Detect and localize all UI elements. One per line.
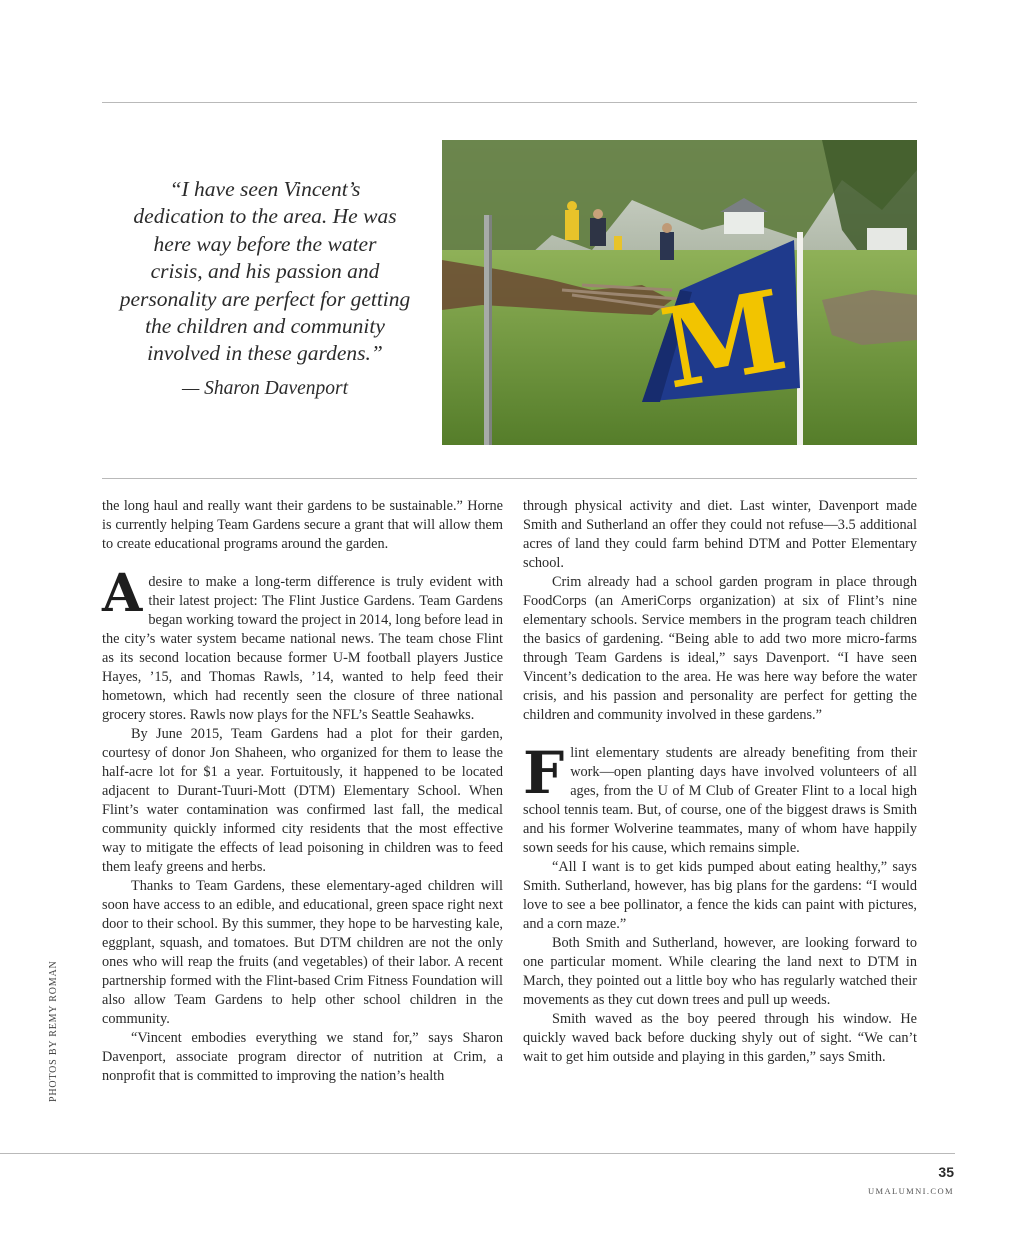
paragraph: Thanks to Team Gardens, these elementary-aged children will soon have access to an edible, and educational, green space right next door to their school. By this summer, they hope to be harvesting kale, eggplant, squash, and tomatoes. But DTM children are not the only ones who will reap the fruits (and vegetables) of their labor. A recent partnership formed with the Flint-based Crim Fitness Foundation will also allow Team Gardens to help other school children in the community. xyxy=(102,878,503,1027)
paragraph: “All I want is to get kids pumped about eating healthy,” says Smith. Sutherland, however, has big plans for the gardens: “I would love to see a bee pollinator, a fence the kids can paint with pictures, and a corn maze.” xyxy=(523,859,917,932)
pull-quote-line: the children and community xyxy=(145,314,385,339)
paragraph: “Vincent embodies everything we stand for,” says Sharon Davenport, associate program director of nutrition at Crim, a nonprofit that is committed to improving the nation’s health xyxy=(102,1030,503,1084)
top-rule xyxy=(102,102,917,103)
paragraph: Smith waved as the boy peered through his window. He quickly waved back before ducking shyly out of sight. “We can’t wait to get him outside and playing in this garden,” says Smith. xyxy=(523,1011,917,1065)
paragraph: through physical activity and diet. Last winter, Davenport made Smith and Sutherland an offer they could not refuse—3.5 additional acres of land they could farm behind DTM and Potter Elementary school. xyxy=(523,498,917,571)
article-column-left xyxy=(102,497,503,1086)
garden-flag-photo xyxy=(442,140,917,445)
dropcap: F xyxy=(523,739,565,807)
paragraph-text: lint elementary students are already benefiting from their work—open planting days have involved volunteers of all ages, from the U of M Club of Greater Flint to a local high school tennis team. But, of course, one of the biggest draws is Smith and his former Wolverine teammates, many of whom have happily sown seeds for his cause, which remains simple. xyxy=(523,745,917,856)
footer-rule xyxy=(0,1153,955,1154)
pull-quote-line: “I have seen Vincent’s xyxy=(169,177,361,201)
flag-letter: M xyxy=(652,265,796,414)
paragraph-text: desire to make a long-term difference is truly evident with their latest project: The Flint Justice Gardens. Team Gardens began working toward the project in 2014, long before lead in the city’s water system became national news. The team chose Flint as its second location because former U-M football players Justice Hayes, ’15, and Thomas Rawls, ’14, wanted to help feed their hometown, which had recently seen the closure of three national grocery stores. Rawls now plays for the NFL’s Seattle Seahawks. xyxy=(102,574,503,723)
footer-website: UMALUMNI.COM xyxy=(868,1186,954,1196)
paragraph: Crim already had a school garden program in place through FoodCorps (an AmeriCorps organization) at six of Flint’s nine elementary schools. Service members in the program teach children the basics of gardening. “Being able to add two more micro-farms through Team Gardens is ideal,” says Davenport. “I have seen Vincent’s dedication to the area. He was here way before the water crisis, and his passion and personality are perfect for getting the children and community involved in these gardens.” xyxy=(523,574,917,723)
photo-house xyxy=(724,210,764,234)
paragraph: Both Smith and Sutherland, however, are looking forward to one particular moment. While clearing the land next to DTM in March, they pointed out a little boy who has regularly watched their movements as they cut down trees and pull up weeds. xyxy=(523,935,917,1008)
dropcap: A xyxy=(102,563,143,624)
pull-quote-line: crisis, and his passion and xyxy=(150,259,380,284)
pull-quote-line: dedication to the area. He was xyxy=(133,204,397,229)
pull-quote-line: personality are perfect for getting xyxy=(119,286,411,311)
paragraph: By June 2015, Team Gardens had a plot for their garden, courtesy of donor Jon Shaheen, who organized for them to lease the half-acre lot for $1 a year. Fortuitously, it happened to be located adjacent to Durant-Tuuri-Mott (DTM) Elementary School. When Flint’s water contamination was confirmed last fall, the medical community quickly informed city residents that the most effective way to mitigate the effects of lead poisoning in children was to feed them leafy greens and herbs. xyxy=(102,726,503,875)
pull-quote-attribution: — Sharon Davenport xyxy=(181,377,349,399)
photo-garden-stake-shadow xyxy=(489,215,492,445)
pull-quote xyxy=(104,176,426,402)
pull-quote-line: involved in these gardens.” xyxy=(147,341,383,366)
page-number: 35 xyxy=(938,1164,954,1180)
pull-quote-line: here way before the water xyxy=(153,231,377,256)
paragraph: the long haul and really want their gardens to be sustainable.” Horne is currently helping Team Gardens secure a grant that will allow them to create educational programs around the garden. xyxy=(102,498,503,552)
middle-rule xyxy=(102,478,917,479)
photo-house-right xyxy=(867,228,907,250)
article-column-right xyxy=(523,497,917,1067)
photo-credit: PHOTOS BY REMY ROMAN xyxy=(48,960,59,1102)
paragraph-with-dropcap xyxy=(523,739,917,858)
paragraph-with-dropcap xyxy=(102,563,503,725)
